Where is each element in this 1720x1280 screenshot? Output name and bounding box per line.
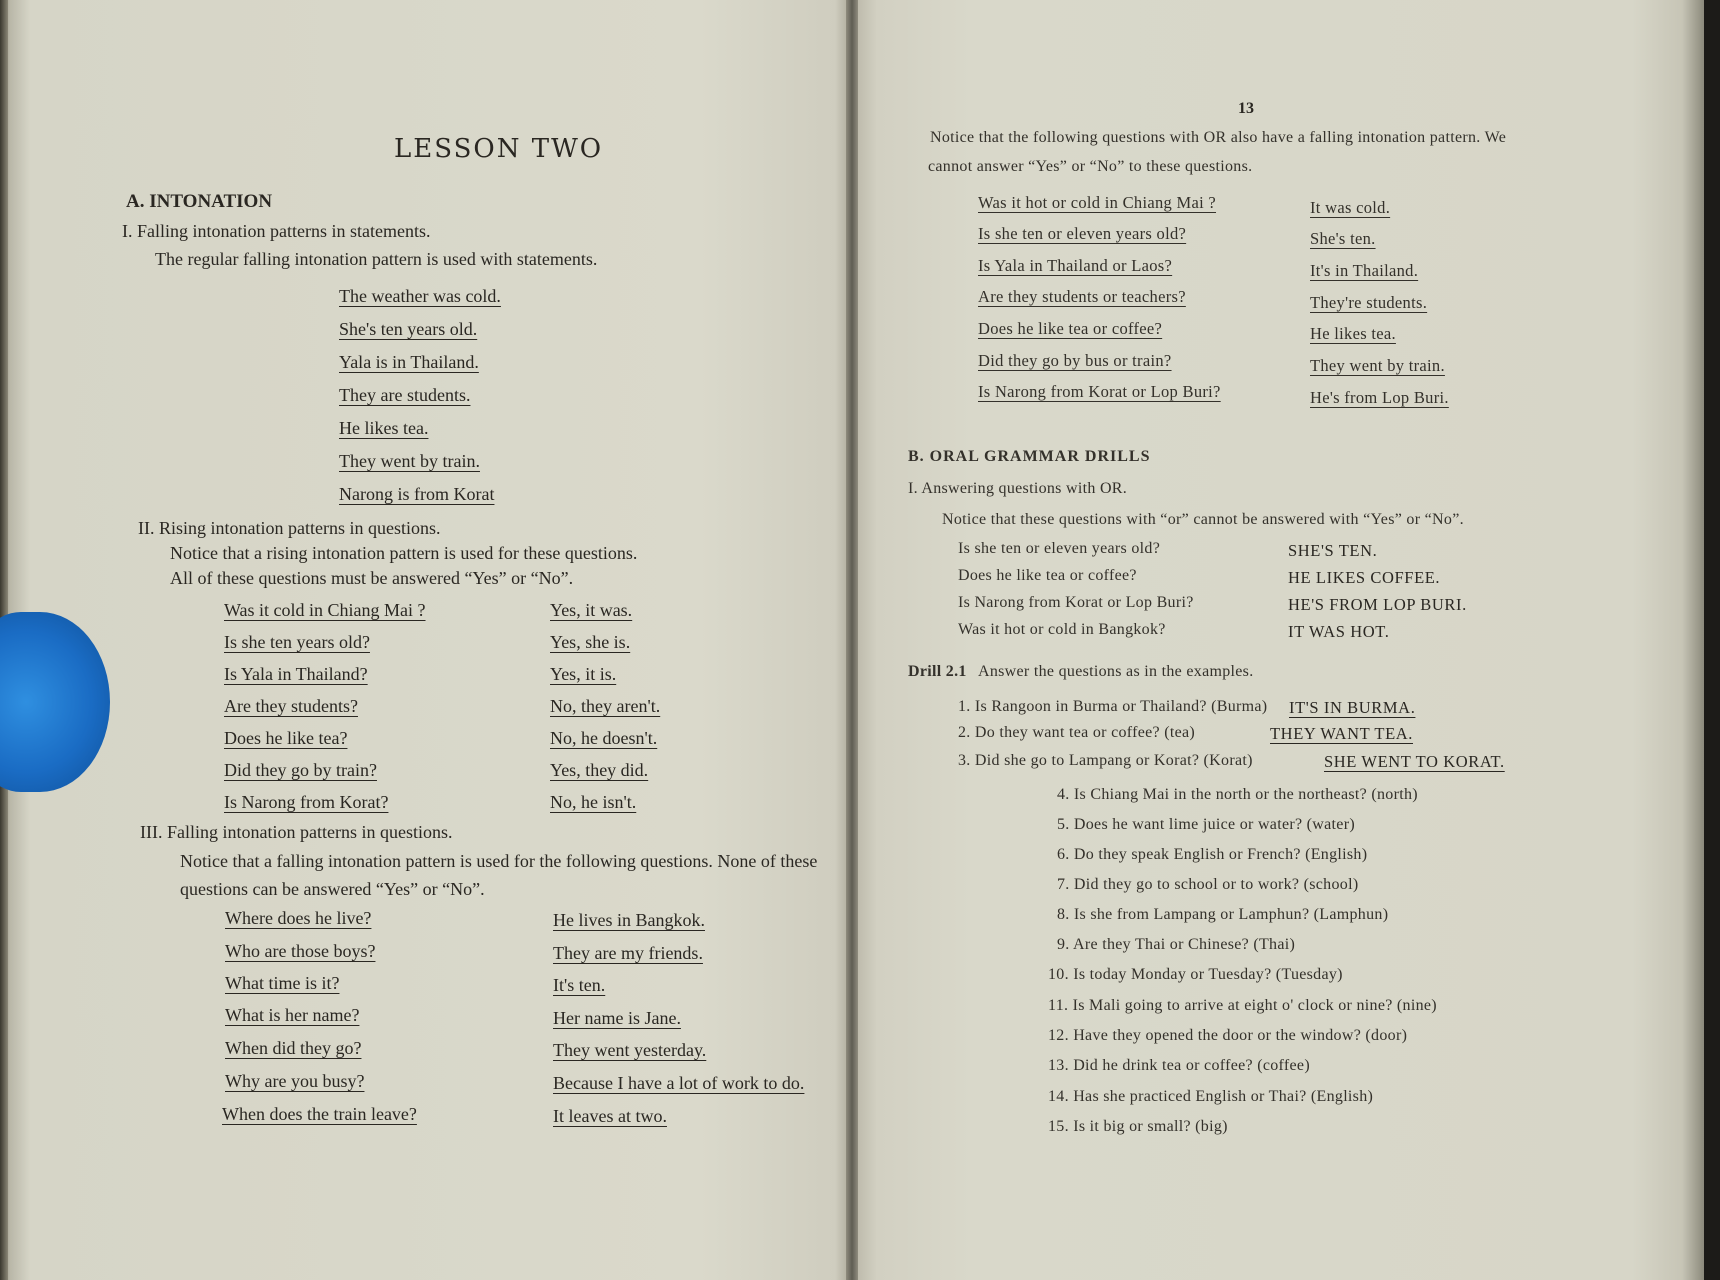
answer-example: It leaves at two. <box>553 1106 667 1126</box>
or-answer: He's from Lop Buri. <box>1310 388 1449 407</box>
drill-example-question: 1. Is Rangoon in Burma or Thailand? (Burma) <box>958 698 1268 715</box>
statement-example: They went by train. <box>339 451 480 471</box>
question-example: Did they go by train? <box>224 760 377 780</box>
or-answer: It was cold. <box>1310 198 1391 217</box>
lesson-title: LESSON TWO <box>394 134 604 164</box>
drill-item: 8. Is she from Lampang or Lamphun? (Lamphun) <box>1057 906 1389 923</box>
statement-example: Yala is in Thailand. <box>339 352 479 372</box>
drill-item: 12. Have they opened the door or the window? (door) <box>1048 1027 1408 1044</box>
drill-example-answer: SHE WENT TO KORAT. <box>1324 752 1505 771</box>
statement-example: The weather was cold. <box>339 286 501 306</box>
statement-example: He likes tea. <box>339 418 429 438</box>
or-answer: They're students. <box>1310 293 1428 312</box>
answer-example: Yes, it was. <box>550 600 633 620</box>
drill-example-question: 2. Do they want tea or coffee? (tea) <box>958 724 1196 741</box>
drill-example-question: 3. Did she go to Lampang or Korat? (Korat) <box>958 752 1253 769</box>
answer-example: Because I have a lot of work to do. <box>553 1073 805 1093</box>
answer-example: They went yesterday. <box>553 1040 707 1060</box>
drill-label: Drill 2.1 <box>908 663 967 680</box>
b1-question: Was it hot or cold in Bangkok? <box>958 621 1166 638</box>
drill-item: 4. Is Chiang Mai in the north or the northeast? (north) <box>1057 786 1418 803</box>
b1-question: Does he like tea or coffee? <box>958 567 1137 584</box>
or-question: Does he like tea or coffee? <box>978 319 1163 338</box>
answer-example: No, he doesn't. <box>550 728 658 748</box>
question-example: What is her name? <box>225 1005 360 1025</box>
or-question: Is Narong from Korat or Lop Buri? <box>978 382 1221 401</box>
drill-example-answer: IT'S IN BURMA. <box>1289 698 1416 717</box>
or-answer: She's ten. <box>1310 229 1376 248</box>
statement-example: She's ten years old. <box>339 319 478 339</box>
b1-heading: I. Answering questions with OR. <box>908 480 1128 497</box>
or-question: Are they students or teachers? <box>978 287 1186 306</box>
question-example: Who are those boys? <box>225 941 376 961</box>
part3-heading: III. Falling intonation patterns in questions. <box>140 822 453 842</box>
question-example: When does the train leave? <box>222 1104 417 1124</box>
left-page <box>0 0 852 1280</box>
or-question: Is she ten or eleven years old? <box>978 224 1187 243</box>
answer-example: Her name is Jane. <box>553 1008 681 1028</box>
drill-item: 7. Did they go to school or to work? (school) <box>1057 876 1359 893</box>
question-example: When did they go? <box>225 1038 362 1058</box>
part2-heading: II. Rising intonation patterns in questions. <box>138 518 441 538</box>
answer-example: They are my friends. <box>553 943 703 963</box>
answer-example: Yes, she is. <box>550 632 631 652</box>
answer-example: No, they aren't. <box>550 696 661 716</box>
part2-note-1: Notice that a rising intonation pattern is used for these questions. <box>170 543 638 563</box>
drill-item: 11. Is Mali going to arrive at eight o' clock or nine? (nine) <box>1048 997 1437 1014</box>
part1-note: The regular falling intonation pattern is used with statements. <box>155 249 598 269</box>
part3-note-2: questions can be answered “Yes” or “No”. <box>180 879 485 899</box>
b1-answer: HE LIKES COFFEE. <box>1288 568 1441 587</box>
or-question: Is Yala in Thailand or Laos? <box>978 256 1173 275</box>
drill-item: 14. Has she practiced English or Thai? (English) <box>1048 1088 1374 1105</box>
or-question: Did they go by bus or train? <box>978 351 1172 370</box>
drill-instruction: Answer the questions as in the examples. <box>978 663 1254 680</box>
drill-item: 5. Does he want lime juice or water? (water) <box>1057 816 1355 833</box>
drill-item: 9. Are they Thai or Chinese? (Thai) <box>1057 936 1296 953</box>
drill-item: 15. Is it big or small? (big) <box>1048 1118 1228 1135</box>
drill-item: 13. Did he drink tea or coffee? (coffee) <box>1048 1057 1310 1074</box>
b1-question: Is she ten or eleven years old? <box>958 540 1161 557</box>
answer-example: It's ten. <box>553 975 606 995</box>
drill-example-answer: THEY WANT TEA. <box>1270 724 1413 743</box>
answer-example: Yes, they did. <box>550 760 649 780</box>
section-b-heading: B. ORAL GRAMMAR DRILLS <box>908 448 1151 465</box>
question-example: Is Narong from Korat? <box>224 792 389 812</box>
answer-example: Yes, it is. <box>550 664 617 684</box>
question-example: Is she ten years old? <box>224 632 370 652</box>
part2-note-2: All of these questions must be answered “Yes” or “No”. <box>170 568 574 588</box>
question-example: Where does he live? <box>225 908 372 928</box>
question-example: Does he like tea? <box>224 728 348 748</box>
answer-example: He lives in Bangkok. <box>553 910 705 930</box>
b1-note: Notice that these questions with “or” cannot be answered with “Yes” or “No”. <box>942 511 1464 528</box>
b1-answer: IT WAS HOT. <box>1288 622 1390 641</box>
question-example: Why are you busy? <box>225 1071 365 1091</box>
or-intro-1: Notice that the following questions with OR also have a falling intonation pattern. We <box>930 129 1507 146</box>
question-example: Are they students? <box>224 696 358 716</box>
or-intro-2: cannot answer “Yes” or “No” to these questions. <box>928 158 1253 175</box>
question-example: What time is it? <box>225 973 340 993</box>
right-page <box>852 0 1704 1280</box>
b1-question: Is Narong from Korat or Lop Buri? <box>958 594 1194 611</box>
question-example: Was it cold in Chiang Mai ? <box>224 600 426 620</box>
page-number: 13 <box>1238 100 1254 117</box>
part1-heading: I. Falling intonation patterns in statements. <box>122 221 431 241</box>
book-gutter <box>846 0 858 1280</box>
statement-example: Narong is from Korat <box>339 484 495 504</box>
statement-example: They are students. <box>339 385 471 405</box>
or-answer: He likes tea. <box>1310 324 1396 343</box>
b1-answer: SHE'S TEN. <box>1288 541 1378 560</box>
b1-answer: HE'S FROM LOP BURI. <box>1288 595 1467 614</box>
drill-item: 10. Is today Monday or Tuesday? (Tuesday) <box>1048 966 1343 983</box>
answer-example: No, he isn't. <box>550 792 637 812</box>
question-example: Is Yala in Thailand? <box>224 664 368 684</box>
part3-note-1: Notice that a falling intonation pattern is used for the following questions. None of these <box>180 851 818 871</box>
section-a-heading: A. INTONATION <box>126 191 273 212</box>
or-answer: It's in Thailand. <box>1310 261 1419 280</box>
drill-item: 6. Do they speak English or French? (English) <box>1057 846 1368 863</box>
or-answer: They went by train. <box>1310 356 1445 375</box>
blue-glove-finger <box>0 612 110 792</box>
or-question: Was it hot or cold in Chiang Mai ? <box>978 193 1217 212</box>
